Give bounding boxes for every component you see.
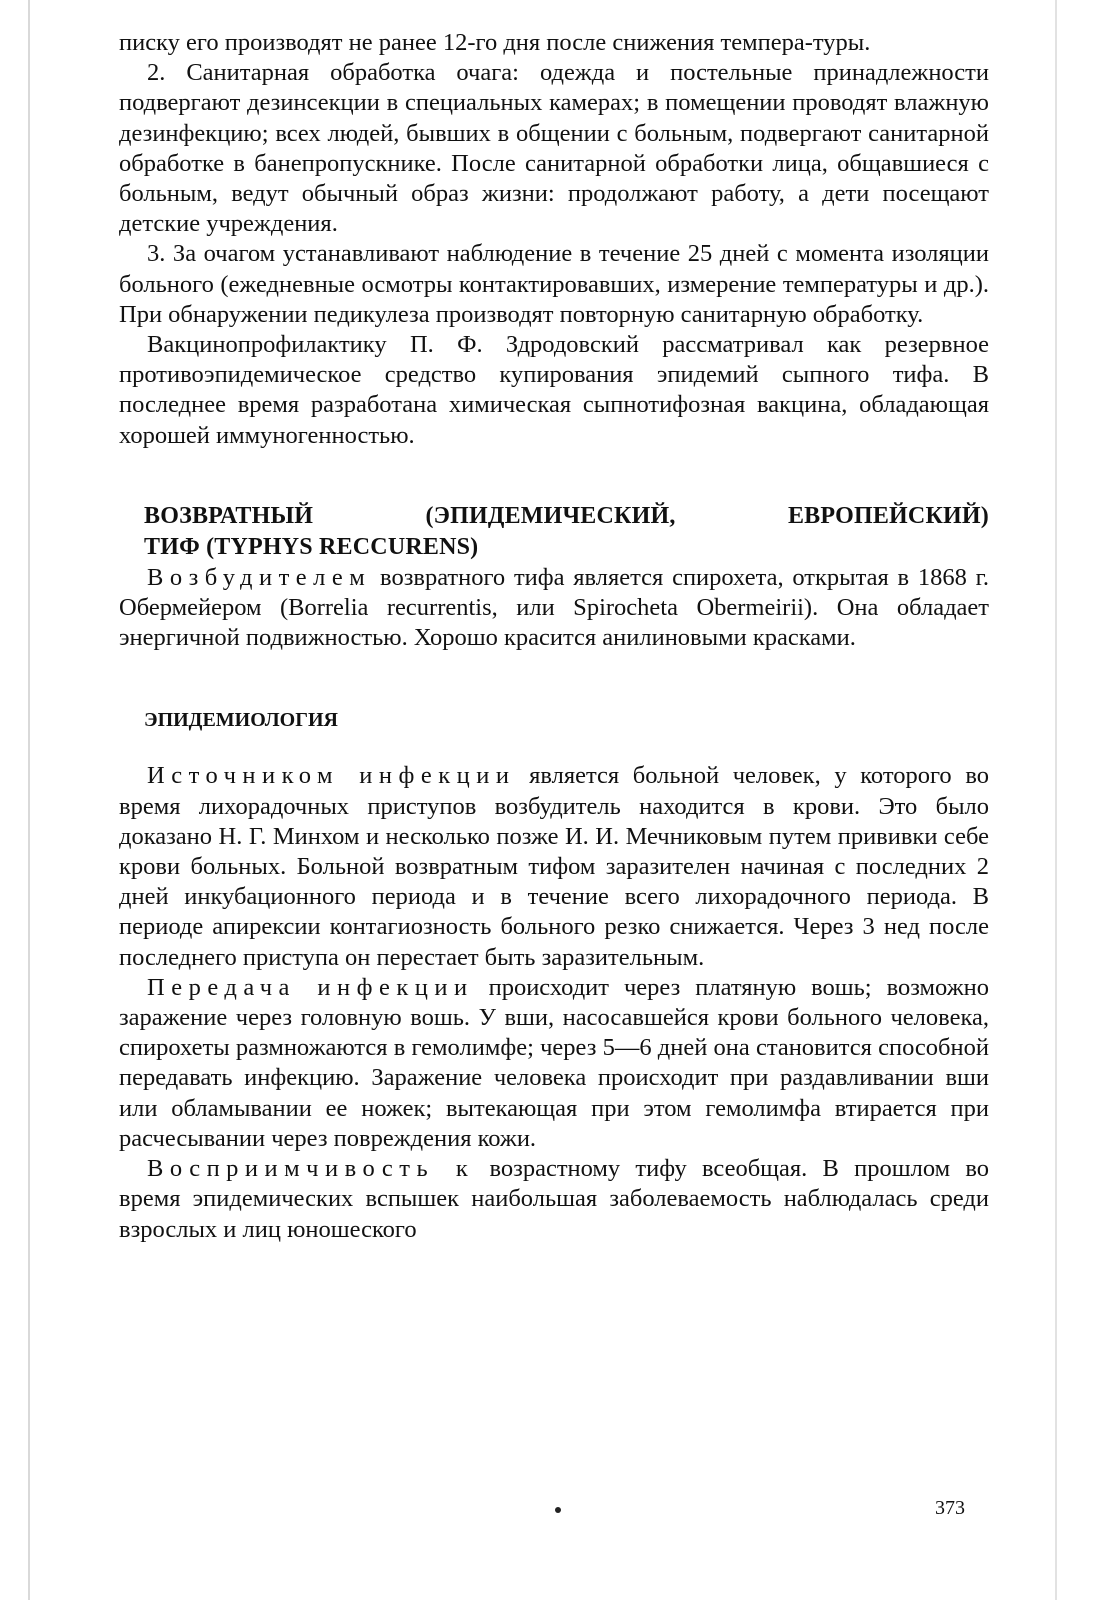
paragraph-text: возвратного тифа является спирохета, открытая в 1868 г. Обермейером (Borrelia recurrentis, или Spirocheta Obermeirii). Она обладает энергичной подвижностью. Хорошо красится анилиновыми красками. <box>119 563 989 652</box>
spaced-term: Восприимчивость к <box>147 1155 475 1183</box>
paragraph-pathogen <box>119 563 989 654</box>
bullet-dot <box>555 1507 561 1513</box>
paragraph-text: является больной человек, у которого во время лихорадочных приступов возбудитель находится в крови. Это было доказано Н. Г. Минхом и несколько позже И. И. Мечниковым путем прививки себе крови больных. Больной возвратным тифом заразителен начиная с последних 2 дней инкубационного периода и в течение всего лихорадочного периода. В периоде апирексии контагиозность больного резко снижается. Через 3 нед после последнего приступа он перестает быть заразительным. <box>119 762 989 971</box>
page-edge-left <box>28 0 30 1600</box>
paragraph-text: происходит через платяную вошь; возможно заражение через головную вошь. У вши, насосавшейся крови больного человека, спирохеты размножаются в гемолимфе; через 5—6 дней она становится способной передавать инфекцию. Заражение человека происходит при раздавливании вши или обламывании ее ножек; вытекающая при этом гемолимфа втирается при расчесывании через повреждения кожи. <box>119 973 989 1152</box>
spaced-term: Источником инфекции <box>147 762 516 790</box>
paragraph-text: возрастному тифу всеобщая. В прошлом во время эпидемических вспышек наибольшая заболеваемость наблюдалась среди взрослых и лиц юношеского <box>119 1155 990 1243</box>
paragraph-susceptibility <box>119 1154 989 1245</box>
section-heading <box>144 501 989 563</box>
page-edge-right <box>1055 0 1057 1600</box>
paragraph-vaccine: Вакцинопрофилактику П. Ф. Здродовский рассматривал как резервное противоэпидемическое средство купирования эпидемий сыпного тифа. В последнее время разработана химическая сыпнотифозная вакцина, обладающая хорошей иммуногенностью. <box>119 331 989 449</box>
paragraph-continuation: писку его производят не ранее 12-го дня после снижения темпера-туры. <box>119 29 871 56</box>
spaced-term: Передача инфекции <box>147 973 474 1001</box>
paragraph-transmission <box>119 973 989 1154</box>
page-content <box>119 28 989 1245</box>
paragraph-observation: 3. За очагом устанавливают наблюдение в течение 25 дней с момента изоляции больного (ежедневные осмотры контактировавших, измерение температуры и др.). При обнаружении педикулеза производят повторную санитарную обработку. <box>119 240 989 328</box>
heading-word-1: ВОЗВРАТНЫЙ <box>144 502 314 529</box>
spaced-term: Возбудителем <box>147 563 372 591</box>
page-number: 373 <box>935 1497 965 1519</box>
subheading-epidemiology: ЭПИДЕМИОЛОГИЯ <box>144 709 338 732</box>
paragraph-source <box>119 761 989 972</box>
paragraph-sanitary-treatment: 2. Санитарная обработка очага: одежда и постельные принадлежности подвергают дезинсекции в специальных камерах; в помещении проводят влажную дезинфекцию; всех людей, бывших в общении с больным, подвергают санитарной обработке в банепропускнике. После санитарной обработки лица, общавшиеся с больным, ведут обычный образ жизни: продолжают работу, а дети посещают детские учреждения. <box>119 59 989 238</box>
heading-word-2: (ЭПИДЕМИЧЕСКИЙ, <box>425 502 676 529</box>
heading-word-3: ЕВРОПЕЙСКИЙ) <box>787 502 989 529</box>
heading-line-2: ТИФ (TYPHYS RECCURENS) <box>144 533 479 560</box>
page-footer <box>0 1497 1105 1527</box>
